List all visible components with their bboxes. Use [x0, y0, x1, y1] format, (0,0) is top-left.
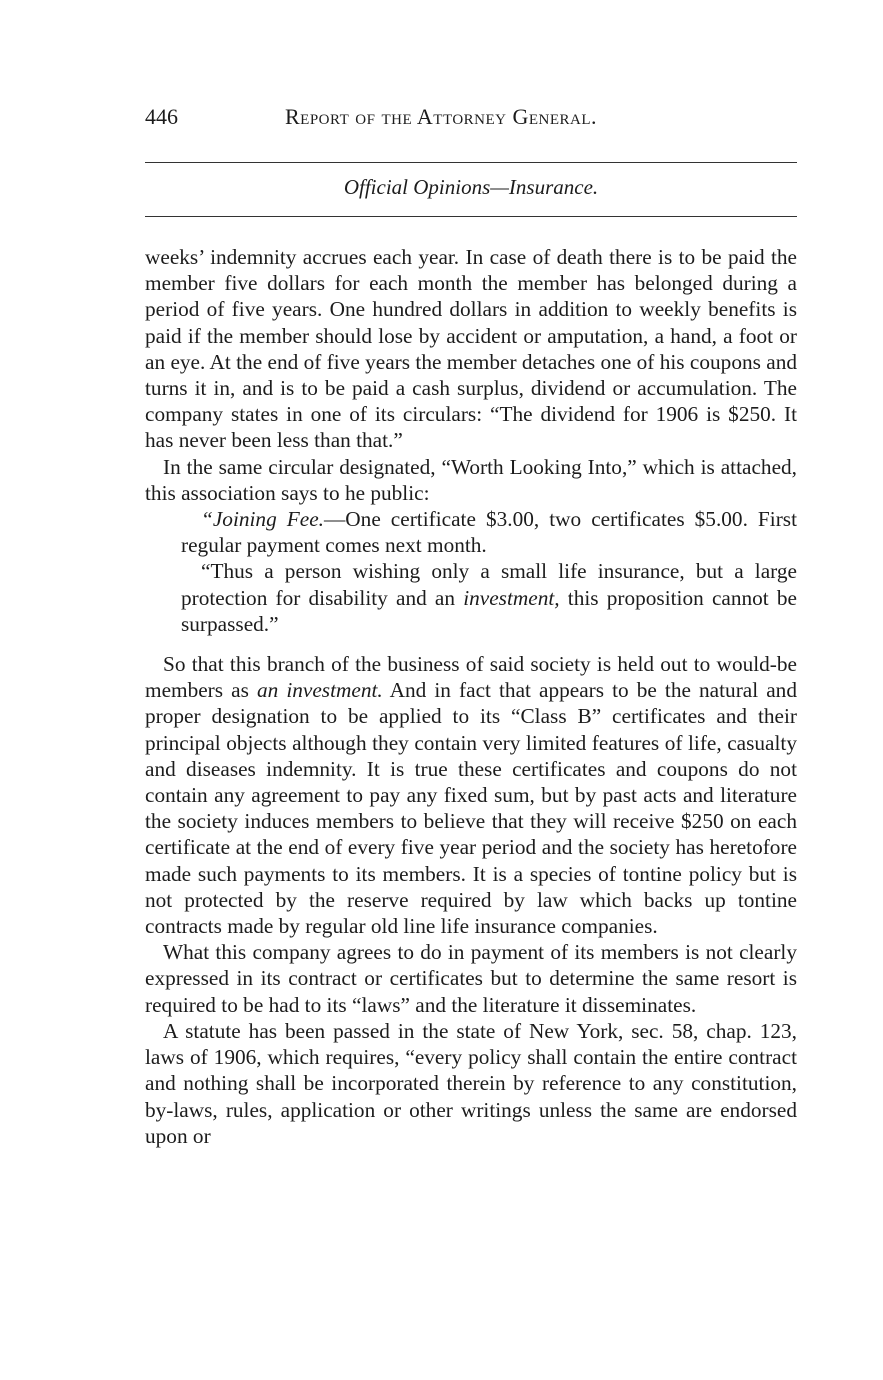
block-quote: [145, 506, 797, 637]
quote-investment-emphasis: investment,: [463, 585, 560, 610]
paragraph-payment: What this company agrees to do in payment of its members is not clearly expressed in its contract or certificates but to determine the same resort is required to be had to its “laws” and the literature it disseminates.: [145, 940, 797, 1017]
quote-investment-text-b: this proposition cannot be surpassed.”: [181, 585, 797, 636]
quote-investment: [181, 558, 797, 637]
page-header: [145, 104, 797, 134]
paragraph-circular: In the same circular designated, “Worth Looking Into,” which is attached, this association says to he public:: [145, 454, 797, 505]
paragraph-investment-a: So that this branch of the business of said society is held out to would-be members as: [145, 652, 797, 703]
quote-joining-fee-title: “Joining Fee.: [201, 507, 324, 532]
paragraph-investment-b: And in fact that appears to be the natural and proper designation to be applied to its “Class B” certificates and their principal objects although they contain very limited features of life, casualty and diseases indemnity. It is true these certificates and coupons do not contain any agreement to pay any fixed sum, but by past acts and literature the society induces members to believe that they will receive $250 on each certificate at the end of every five year period and the society has heretofore made such payments to its members. It is a species of tontine policy but is not protected by the reserve required by law which backs up tontine contracts made by regular old line life insurance companies.: [145, 678, 797, 939]
spacer: [145, 637, 797, 651]
body-text: [145, 244, 797, 1149]
header-rule-top: [145, 162, 797, 163]
paragraph-continued: weeks’ indemnity accrues each year. In case of death there is to be paid the member five dollars for each month the member has belonged during a period of five years. One hundred dollars in addition to weekly benefits is paid if the member should lose by accident or amputation, a hand, a foot or an eye. At the end of five years the member detaches one of his coupons and turns it in, and is to be paid a cash surplus, dividend or accumulation. The company states in one of its circulars: “The dividend for 1906 is $250. It has never been less than that.”: [145, 245, 797, 453]
paragraph-statute: A statute has been passed in the state of New York, sec. 58, chap. 123, laws of 1906, which requires, “every policy shall contain the entire contract and nothing shall be incorporated therein by reference to any constitution, by-laws, rules, application or other writings unless the same are endorsed upon or: [145, 1018, 797, 1148]
quote-joining-fee: [181, 506, 797, 558]
quote-investment-text-a: “Thus a person wishing only a small life insurance, but a large protection for disability and an: [181, 559, 797, 610]
page-number: 446: [145, 104, 178, 129]
paragraph-investment-emphasis: an investment.: [256, 678, 383, 703]
section-heading: Official Opinions—Insurance.: [343, 175, 599, 199]
paragraph-investment: [145, 651, 797, 939]
header-rule-bottom: [145, 216, 797, 217]
quote-joining-fee-text: —One certificate $3.00, two certificates $5.00. First regular payment comes next month.: [181, 507, 797, 558]
running-head: Report of the Attorney General.: [285, 104, 598, 129]
